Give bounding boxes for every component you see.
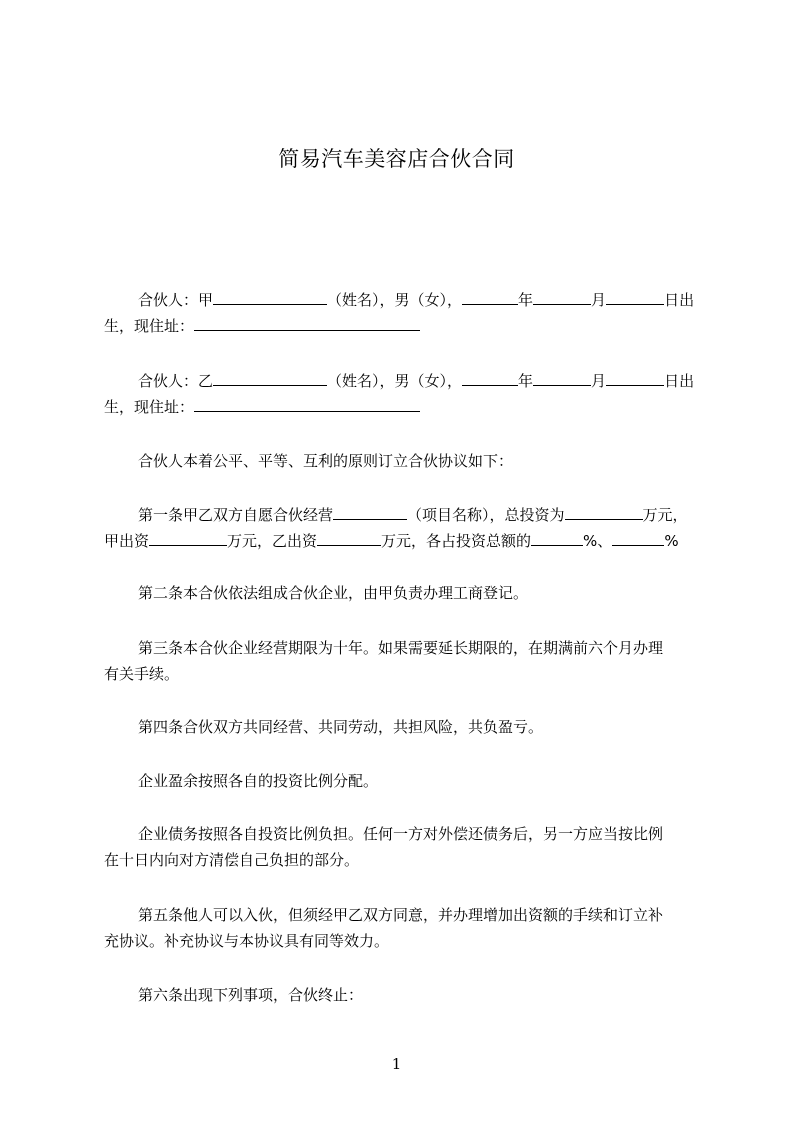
article-3	[104, 635, 706, 687]
month-blank	[533, 287, 591, 305]
partner-a-label: 合伙人：甲	[138, 291, 214, 309]
article-2	[104, 580, 706, 606]
day-blank	[606, 368, 664, 386]
name-blank	[213, 368, 327, 386]
article-1-text: 万元，乙出资	[227, 532, 318, 550]
year-blank	[462, 287, 518, 305]
article-4	[104, 714, 706, 740]
partner-b-label: 合伙人：乙	[138, 372, 214, 390]
article-1-text: （项目名称），总投资为	[407, 506, 565, 524]
article-3-line-1: 第三条本合伙企业经营期限为十年。如果需要延长期限的，在期满前六个月办理	[138, 639, 664, 657]
total-investment-blank	[565, 502, 643, 520]
a-percent-blank	[531, 528, 583, 546]
address-blank	[194, 394, 420, 412]
month-text: 月	[591, 372, 607, 390]
document-title: 简易汽车美容店合伙合同	[278, 147, 515, 171]
article-2-text: 第二条本合伙依法组成合伙企业，由甲负责办理工商登记。	[138, 584, 529, 602]
address-label: 生，现住址：	[104, 317, 195, 335]
year-text: 年	[518, 372, 534, 390]
article-1-text: 甲出资	[104, 532, 150, 550]
article-6	[104, 982, 706, 1008]
year-blank	[462, 368, 518, 386]
surplus-text: 企业盈余按照各自的投资比例分配。	[138, 772, 379, 790]
page-number: 1	[391, 1055, 402, 1073]
b-investment-blank	[317, 528, 381, 546]
article-1-text: 第一条甲乙双方自愿合伙经营	[138, 506, 334, 524]
intro-paragraph	[104, 448, 706, 474]
month-blank	[533, 368, 591, 386]
year-text: 年	[518, 291, 534, 309]
day-blank	[606, 287, 664, 305]
debt-line-1: 企业债务按照各自投资比例负担。任何一方对外偿还债务后，另一方应当按比例	[138, 825, 664, 843]
month-text: 月	[591, 291, 607, 309]
debt-paragraph	[104, 821, 706, 873]
debt-line-2: 在十日内向对方清偿自己负担的部分。	[104, 851, 360, 869]
article-3-line-2: 有关手续。	[104, 665, 180, 683]
project-blank	[333, 502, 407, 520]
day-text: 日出	[664, 372, 695, 390]
article-4-text: 第四条合伙双方共同经营、共同劳动，共担风险，共负盈亏。	[138, 718, 544, 736]
article-1-text: %、	[583, 532, 613, 550]
a-investment-blank	[149, 528, 227, 546]
article-1-text: %	[664, 532, 679, 550]
address-blank	[194, 313, 420, 331]
article-5-line-1: 第五条他人可以入伙，但须经甲乙双方同意，并办理增加出资额的手续和订立补	[138, 906, 664, 924]
name-gender-text: （姓名），男（女），	[327, 291, 463, 309]
article-1-text: 万元，各占投资总额的	[381, 532, 532, 550]
name-blank	[213, 287, 327, 305]
day-text: 日出	[664, 291, 695, 309]
name-gender-text: （姓名），男（女），	[327, 372, 463, 390]
article-1	[104, 502, 706, 554]
address-label: 生，现住址：	[104, 398, 195, 416]
surplus-paragraph	[104, 768, 706, 794]
article-5	[104, 902, 706, 954]
article-1-text: 万元，	[642, 506, 688, 524]
partner-a-paragraph	[104, 287, 706, 339]
partner-b-paragraph	[104, 368, 706, 420]
article-6-text: 第六条出现下列事项，合伙终止：	[138, 986, 364, 1004]
article-5-line-2: 充协议。补充协议与本协议具有同等效力。	[104, 932, 390, 950]
b-percent-blank	[612, 528, 664, 546]
intro-text: 合伙人本着公平、平等、互利的原则订立合伙协议如下：	[138, 452, 514, 470]
